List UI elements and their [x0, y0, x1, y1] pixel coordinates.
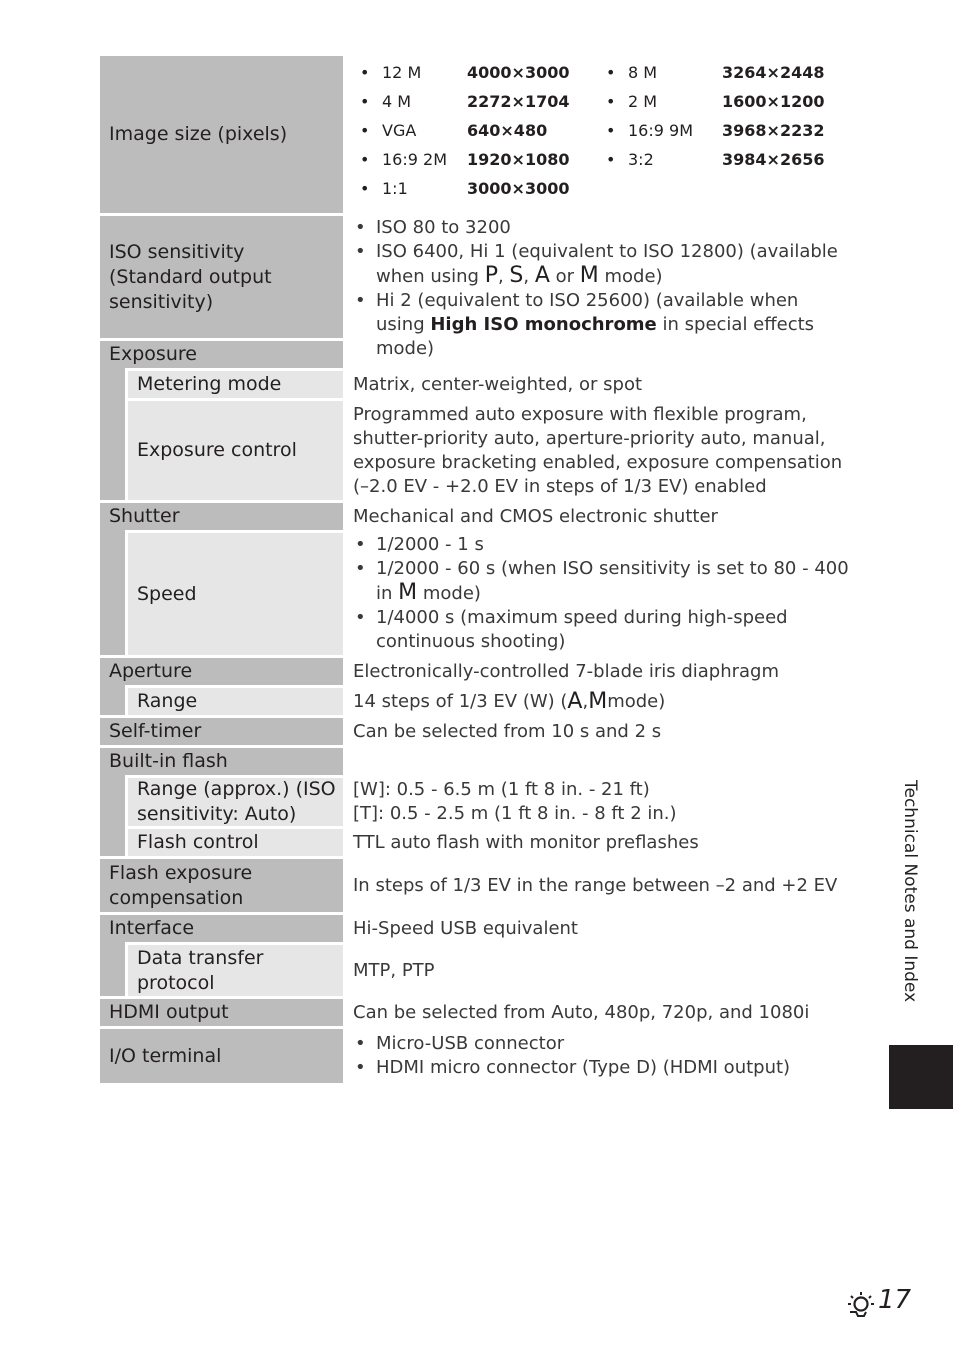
- speed-bullet: • 1/2000 - 60 s (when ISO sensitivity is set to 80 - 400 in M mode): [353, 557, 850, 606]
- flash-label: Built-in flash: [100, 748, 343, 775]
- exposure-control-label: Exposure control: [128, 401, 343, 500]
- speed-label: Speed: [128, 533, 343, 655]
- protocol-label: Data transfer protocol: [128, 945, 343, 996]
- row-flash-comp: [100, 859, 844, 912]
- row-shutter: [100, 503, 844, 530]
- speed-bullet: • 1/4000 s (maximum speed during high-speed continuous shooting): [353, 606, 850, 654]
- protocol-value: MTP, PTP: [353, 959, 435, 981]
- aperture-value: Electronically-controlled 7-blade iris diaphragm: [353, 660, 780, 682]
- flash-comp-label: Flash exposure compensation: [100, 859, 343, 912]
- interface-label: Interface: [100, 915, 343, 942]
- self-timer-value: Can be selected from 10 s and 2 s: [353, 720, 662, 742]
- aperture-range-value: 14 steps of 1/3 EV (W) ( A , M mode): [353, 688, 666, 714]
- row-flash-control: [100, 829, 844, 856]
- exposure-control-value: Programmed auto exposure with flexible program, shutter-priority auto, aperture-priority auto, manual, exposure bracketing enabled, exposure compensation (–2.0 EV - +2.0 EV in steps of 1/3 EV) enabled: [353, 403, 843, 497]
- iso-bullet: • ISO 80 to 3200: [353, 216, 850, 240]
- flash-control-value: TTL auto flash with monitor preflashes: [353, 831, 699, 853]
- row-interface: [100, 915, 844, 942]
- flash-range-t: [T]: 0.5 - 2.5 m (1 ft 8 in. - 8 ft 2 in.): [353, 803, 677, 824]
- hdmi-value: Can be selected from Auto, 480p, 720p, and 1080i: [353, 1001, 810, 1023]
- metering-value: Matrix, center-weighted, or spot: [353, 373, 643, 395]
- row-aperture-range: [100, 688, 844, 715]
- io-bullet: • Micro-USB connector: [353, 1032, 790, 1056]
- shutter-value: Mechanical and CMOS electronic shutter: [353, 505, 718, 527]
- shutter-label: Shutter: [100, 503, 343, 530]
- aperture-label: Aperture: [100, 658, 343, 685]
- row-exposure: [100, 341, 844, 368]
- image-size-label: Image size (pixels): [100, 56, 343, 213]
- iso-label: ISO sensitivity (Standard output sensitivity): [100, 216, 343, 338]
- flash-control-label: Flash control: [128, 829, 343, 856]
- row-self-timer: [100, 718, 844, 745]
- metering-label: Metering mode: [128, 371, 343, 398]
- row-flash: [100, 748, 844, 775]
- side-tab-label: Technical Notes and Index: [900, 780, 920, 1003]
- flash-range-label: Range (approx.) (ISO sensitivity: Auto): [128, 778, 343, 826]
- io-bullet: • HDMI micro connector (Type D) (HDMI output): [353, 1056, 790, 1080]
- hdmi-label: HDMI output: [100, 999, 343, 1026]
- row-metering: [100, 371, 844, 398]
- page-number: 17: [878, 1285, 912, 1315]
- aperture-range-label: Range: [128, 688, 343, 715]
- flash-comp-value: In steps of 1/3 EV in the range between –2 and +2 EV: [353, 874, 838, 896]
- iso-bullet: • ISO 6400, Hi 1 (equivalent to ISO 12800) (available when using P, S, A or M mode): [353, 240, 850, 289]
- technical-notes-icon: [845, 1290, 877, 1320]
- row-protocol: [100, 945, 844, 996]
- iso-bullet: • Hi 2 (equivalent to ISO 25600) (available when using High ISO monochrome in special effects mode): [353, 289, 850, 361]
- speed-bullet: • 1/2000 - 1 s: [353, 533, 850, 557]
- row-aperture: [100, 658, 844, 685]
- row-io: [100, 1029, 844, 1083]
- side-tab-marker: [889, 1045, 953, 1109]
- row-flash-range: [100, 778, 844, 826]
- self-timer-label: Self-timer: [100, 718, 343, 745]
- flash-range-w: [W]: 0.5 - 6.5 m (1 ft 8 in. - 21 ft): [353, 779, 650, 800]
- exposure-label: Exposure: [100, 341, 343, 368]
- row-hdmi: [100, 999, 844, 1026]
- row-exposure-control: [100, 401, 844, 500]
- interface-value: Hi-Speed USB equivalent: [353, 917, 578, 939]
- row-image-size: Image size (pixels) • 12 M 4000×3000 • 8 M 3264×2448 • 4 M 2272×1704 • 2 M 1600×1200 • VGA 640×480 • 16:9 9M 3968×2232 • 16:9 2M 1920×1080 • 3:2 3984×2656 • 1:1 3000×3000: [100, 56, 844, 213]
- io-label: I/O terminal: [100, 1029, 343, 1083]
- row-speed: [100, 533, 849, 655]
